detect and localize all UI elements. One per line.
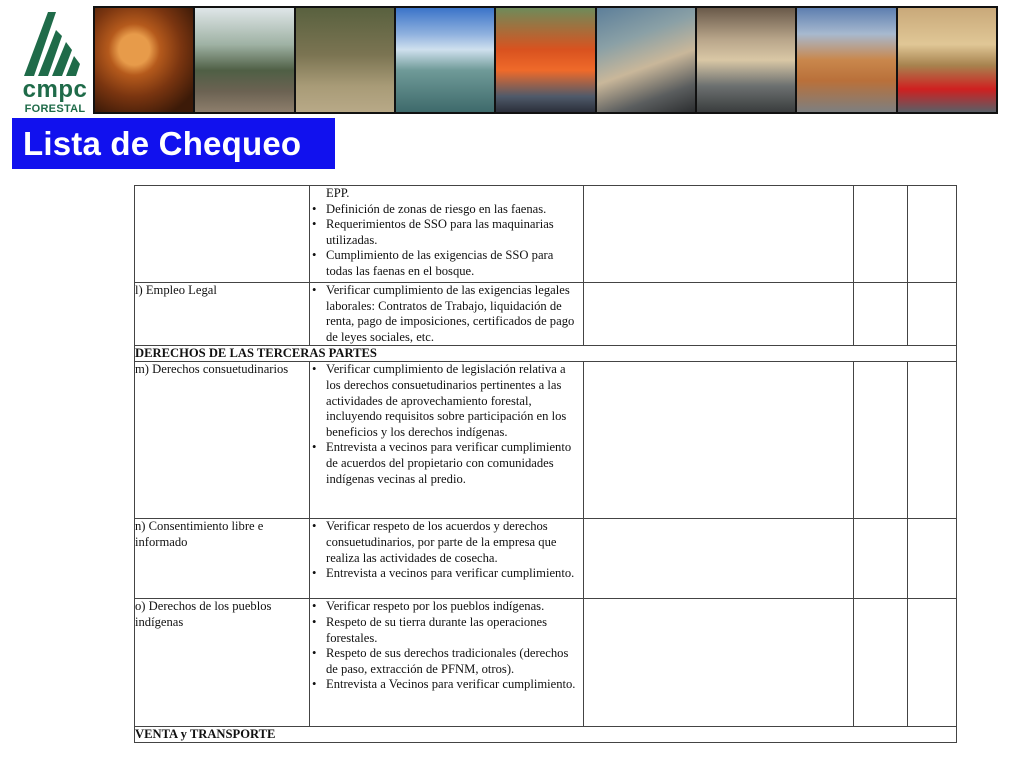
check-no-cell <box>908 519 957 599</box>
table-row <box>135 362 957 519</box>
check-item: • Respeto de sus derechos tradicionales (derechos de paso, extracción de PFNM, otros). <box>310 646 583 677</box>
check-item: • Respeto de su tierra durante las operaciones forestales. <box>310 615 583 646</box>
check-no-cell <box>908 186 957 283</box>
section-header-row <box>135 346 957 362</box>
check-list <box>310 599 583 693</box>
table-row <box>135 519 957 599</box>
check-list <box>310 362 583 487</box>
check-item: • Verificar respeto por los pueblos indígenas. <box>310 599 583 615</box>
check-list <box>310 202 583 280</box>
photo-banner <box>93 6 998 114</box>
verification-cell <box>310 519 584 599</box>
section-header-row <box>135 727 957 743</box>
pine-cone-photo <box>95 8 193 112</box>
logo-brand-text: cmpc <box>22 76 88 103</box>
forklift-lumber-photo <box>896 8 996 112</box>
check-item: • Verificar cumplimiento de las exigencias legales laborales: Contratos de Trabajo, liquidación de renta, pago de imposiciones, certificados de pago de leyes sociales, etc. <box>310 283 583 345</box>
observation-cell <box>584 186 854 283</box>
requirement-cell: n) Consentimiento libre e informado <box>135 519 310 599</box>
check-yes-cell <box>854 519 908 599</box>
verification-cell <box>310 283 584 346</box>
verification-cell <box>310 599 584 727</box>
requirement-cell: o) Derechos de los pueblos indígenas <box>135 599 310 727</box>
continuation-text: EPP. <box>326 186 350 200</box>
observation-cell <box>584 519 854 599</box>
verification-cell <box>310 186 584 283</box>
check-item: • Definición de zonas de riesgo en las faenas. <box>310 202 583 218</box>
section-header: DERECHOS DE LAS TERCERAS PARTES <box>135 346 957 362</box>
check-no-cell <box>908 283 957 346</box>
requirement-cell: l) Empleo Legal <box>135 283 310 346</box>
check-list <box>310 519 583 581</box>
forest-road-photo <box>193 8 293 112</box>
check-item: • Verificar respeto de los acuerdos y derechos consuetudinarios, por parte de la empresa que realiza las actividades de cosecha. <box>310 519 583 566</box>
check-list <box>310 283 583 345</box>
observation-cell <box>584 599 854 727</box>
verification-cell <box>310 362 584 519</box>
requirement-cell <box>135 186 310 283</box>
check-no-cell <box>908 599 957 727</box>
check-no-cell <box>908 362 957 519</box>
check-item: • Cumplimiento de las exigencias de SSO para todas las faenas en el bosque. <box>310 248 583 279</box>
sawmill-interior-photo <box>695 8 795 112</box>
checklist-table <box>134 185 957 743</box>
requirement-cell: m) Derechos consuetudinarios <box>135 362 310 519</box>
check-item: • Entrevista a vecinos para verificar cumplimiento de acuerdos del propietario con comunidades indígenas vecinas al predio. <box>310 440 583 487</box>
workers-in-orange-photo <box>494 8 594 112</box>
cmpc-forestal-logo <box>18 8 92 114</box>
page-title: Lista de Chequeo <box>12 118 335 169</box>
observation-cell <box>584 283 854 346</box>
check-yes-cell <box>854 186 908 283</box>
table-row <box>135 599 957 727</box>
check-yes-cell <box>854 599 908 727</box>
logo-sub-text: FORESTAL <box>24 103 86 115</box>
lumber-stacks-photo <box>795 8 895 112</box>
check-item: • Entrevista a vecinos para verificar cumplimiento. <box>310 566 583 582</box>
check-yes-cell <box>854 362 908 519</box>
observation-cell <box>584 362 854 519</box>
check-yes-cell <box>854 283 908 346</box>
log-sawmill-photo <box>595 8 695 112</box>
deer-in-forest-photo <box>294 8 394 112</box>
tree-stripes-logo-icon <box>18 8 92 78</box>
table-row <box>135 186 957 283</box>
section-header: VENTA y TRANSPORTE <box>135 727 957 743</box>
check-item: • Entrevista a Vecinos para verificar cumplimiento. <box>310 677 583 693</box>
check-item: • Requerimientos de SSO para las maquinarias utilizadas. <box>310 217 583 248</box>
table-row <box>135 283 957 346</box>
tree-plantation-photo <box>394 8 494 112</box>
check-item: • Verificar cumplimiento de legislación relativa a los derechos consuetudinarios pertinentes a las actividades de aprovechamiento forestal, incluyendo requisitos sobre participación en los beneficios y los derechos indígenas. <box>310 362 583 440</box>
